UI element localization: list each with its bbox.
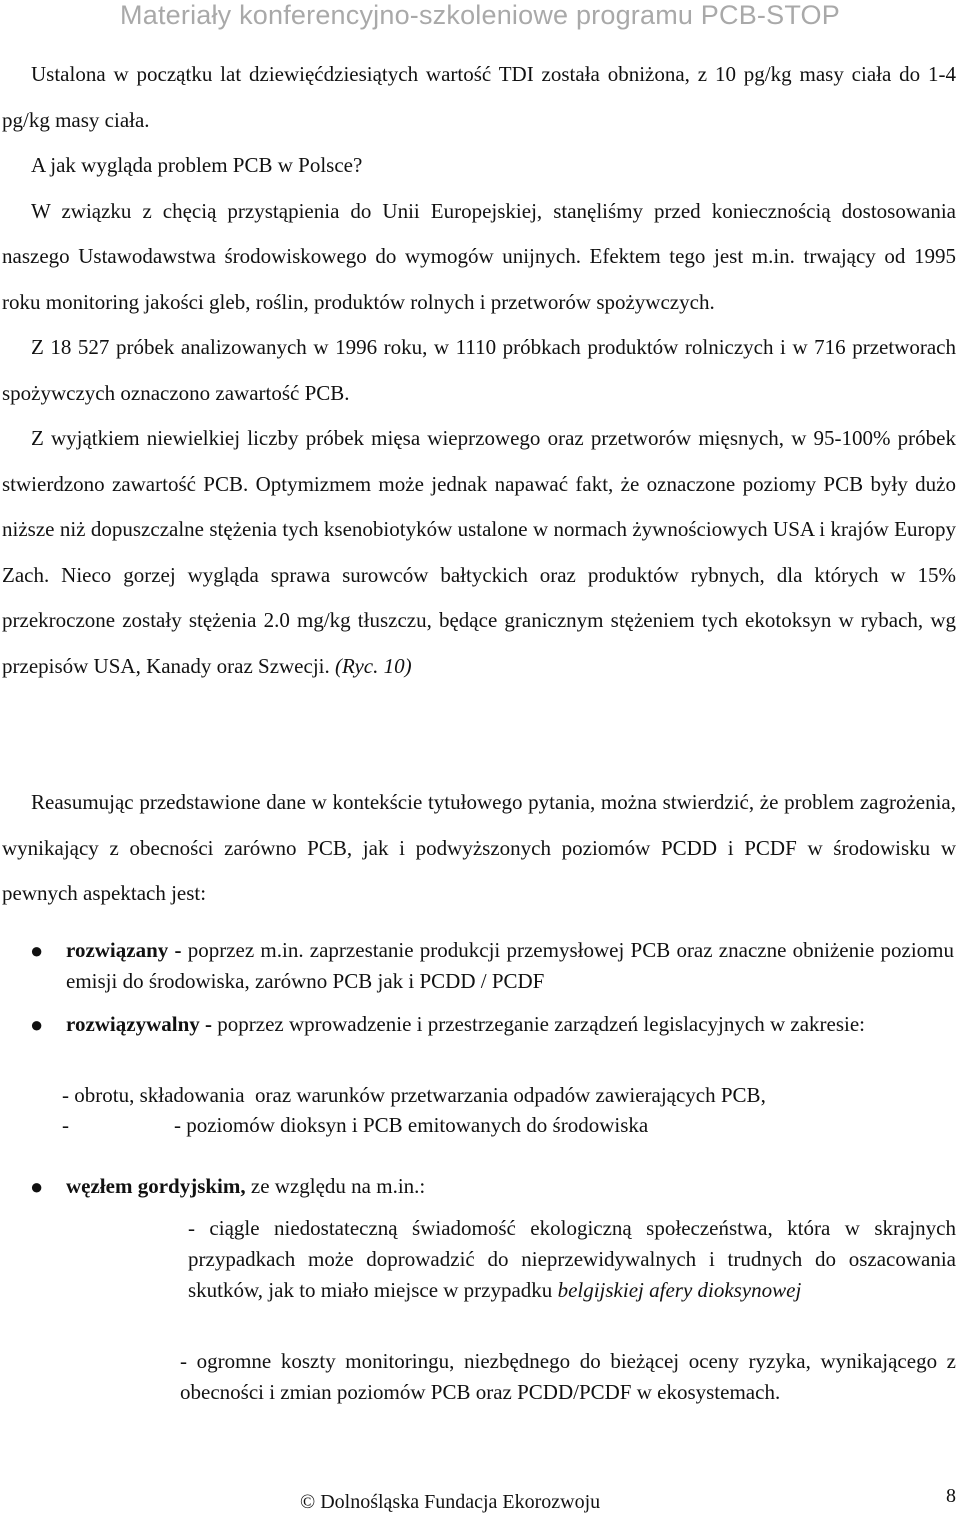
paragraph-question: A jak wygląda problem PCB w Polsce? (31, 153, 363, 177)
footer-organization: Dolnośląska Fundacja Ekorozwoju (320, 1491, 601, 1513)
bullet-text: poprzez m.in. zaprzestanie produkcji przemysłowej PCB oraz znaczne obniżenie poziomu emisji do środowiska, zarówno PCB jak i PCDD / PCDF (66, 938, 954, 993)
bullet-term: rozwiązywalny - (66, 1012, 213, 1036)
body-text (2, 52, 956, 689)
knot-item-awareness (188, 1213, 956, 1306)
copyright-icon: © (300, 1491, 316, 1513)
figure-reference: (Ryc. 10) (335, 653, 412, 678)
summary-paragraph (2, 780, 956, 917)
bullet-dot-icon: ● (30, 1174, 44, 1199)
bullet-text: ze względu na m.in.: (245, 1174, 426, 1198)
paragraph-eu: W związku z chęcią przystąpienia do Unii Europejskiej, stanęliśmy przed koniecznością dostosowania naszego Ustawodawstwa środowiskowego do wymogów unijnych. Efektem tego jest m.in. trwający od 1995 roku monitoring jakości gleb, roślin, produktów rolnych i przetworów spożywczych. (2, 198, 956, 314)
bullet-term: rozwiązany - (66, 938, 182, 962)
bullet-dot-icon: ● (30, 1012, 44, 1037)
summary-text: Reasumując przedstawione dane w kontekście tytułowego pytania, można stwierdzić, że problem zagrożenia, wynikający z obecności zarówno PCB, jak i podwyższonych poziomów PCDD i PCDF w środowisku w pewnych aspektach jest: (2, 790, 956, 905)
bullet-term: węzłem gordyjskim, (66, 1174, 246, 1198)
paragraph-tdi: Ustalona w początku lat dziewięćdziesiątych wartość TDI została obniżona, z 10 pg/kg masy ciała do 1-4 pg/kg masy ciała. (2, 62, 956, 132)
paragraph-results (2, 416, 956, 689)
page-number: 8 (946, 1485, 956, 1507)
knot-item-italic: belgijskiej afery dioksynowej (557, 1278, 802, 1302)
running-header: Materiały konferencyjno-szkoleniowe programu PCB-STOP (120, 0, 840, 30)
knot-item-text: - ogromne koszty monitoringu, niezbędnego do bieżącej oceny ryzyka, wynikającego z obecności i zmian poziomów PCB oraz PCDD/PCDF w ekosystemach. (180, 1349, 956, 1404)
scope-item: - - poziomów dioksyn i PCB emitowanych do środowiska (62, 1113, 649, 1137)
scope-item: - obrotu, składowania oraz warunków przetwarzania odpadów zawierających PCB, (62, 1083, 766, 1107)
knot-item-text: - ciągle niedostateczną świadomość ekologiczną społeczeństwa, która w skrajnych przypadkach może doprowadzić do nieprzewidywalnych i trudnych do oszacowania skutków, jak to miało miejsce w przypadku (188, 1216, 956, 1302)
paragraph-results-text: Z wyjątkiem niewielkiej liczby próbek mięsa wieprzowego oraz przetworów mięsnych, w 95-100% próbek stwierdzono zawartość PCB. Optymizmem może jednak napawać fakt, że oznaczone poziomy PCB były dużo niższe niż dopuszczalne stężenia tych ksenobiotyków ustalone w normach żywnościowych USA i krajów Europy Zach. Nieco gorzej wygląda sprawa surowców bałtyckich oraz produktów rybnych, dla których w 15% przekroczone zostały stężenia 2.0 mg/kg tłuszczu, będące granicznym stężeniem tych ekotoksyn w rybach, wg przepisów USA, Kanady oraz Szwecji. (2, 426, 956, 678)
knot-item-costs (180, 1346, 956, 1408)
bullet-dot-icon: ● (30, 938, 44, 963)
paragraph-samples: Z 18 527 próbek analizowanych w 1996 roku, w 1110 próbkach produktów rolniczych i w 716 przetworach spożywczych oznaczono zawartość PCB. (2, 335, 956, 405)
bullet-text: poprzez wprowadzenie i przestrzeganie zarządzeń legislacyjnych w zakresie: (212, 1012, 865, 1036)
